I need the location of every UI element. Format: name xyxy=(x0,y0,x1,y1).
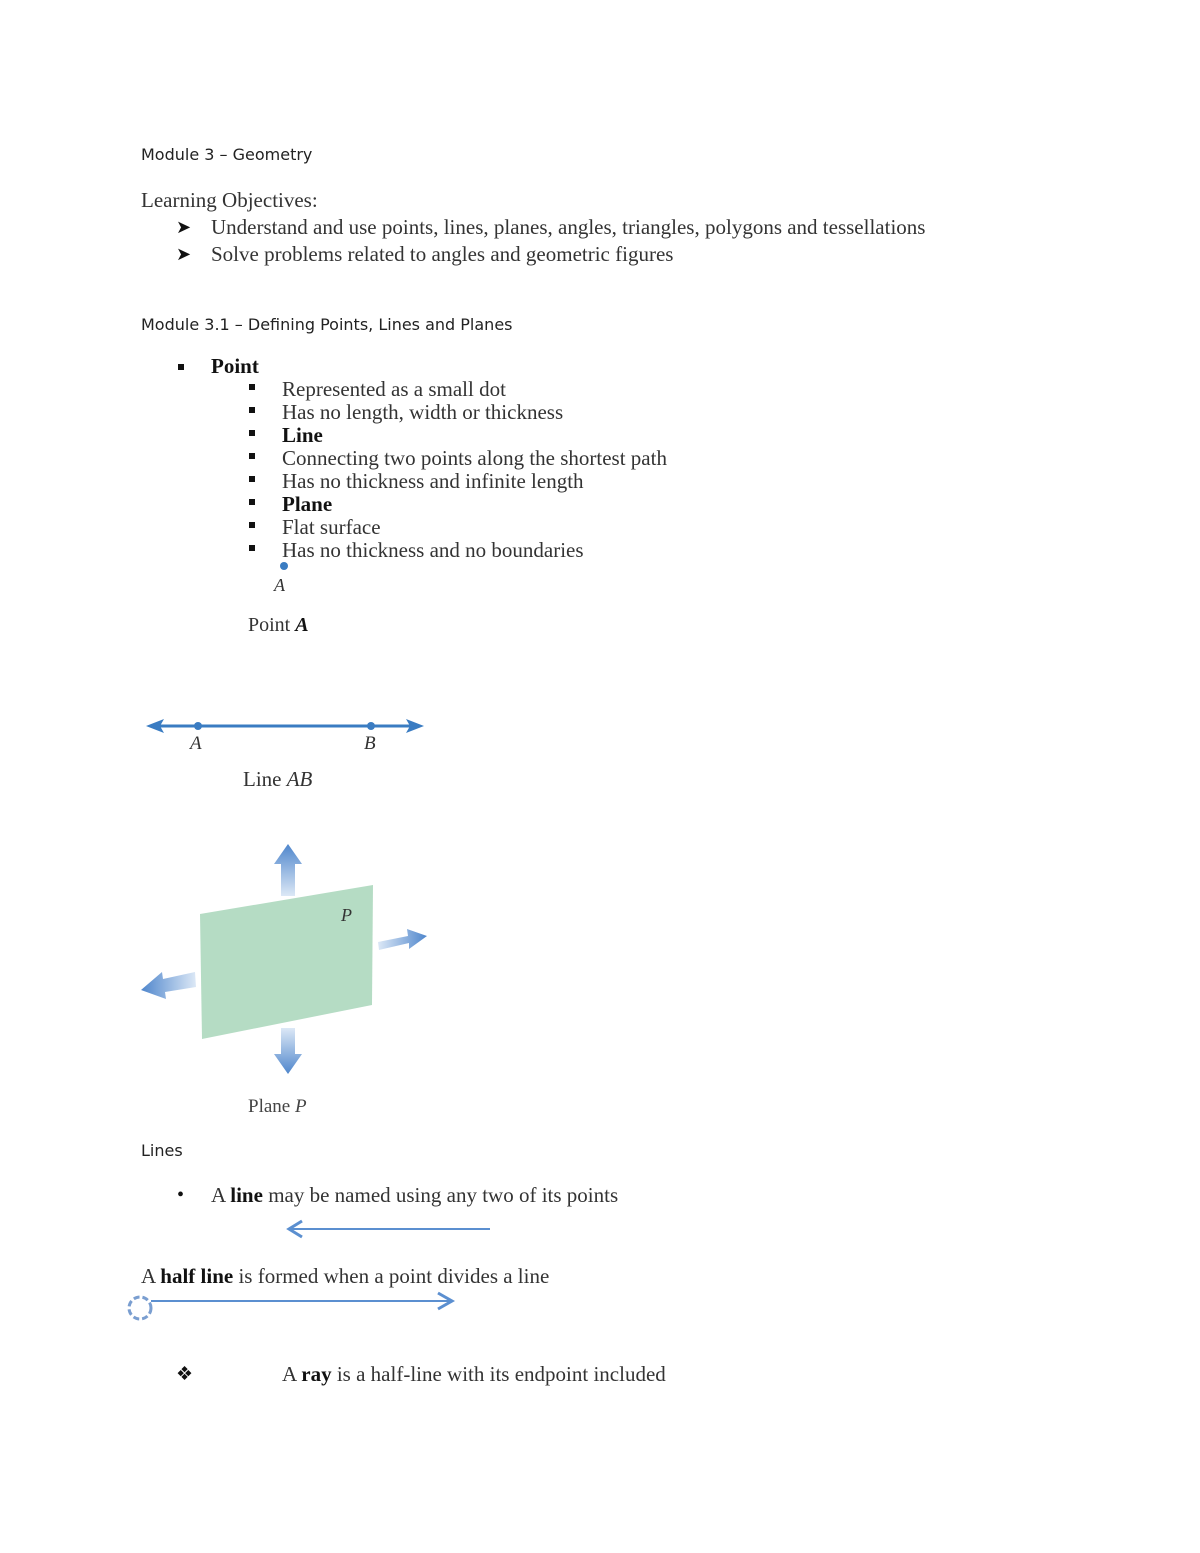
sentence-rest: is a half-line with its endpoint included xyxy=(331,1362,666,1386)
square-bullet-icon xyxy=(249,384,255,390)
caption-text: Point xyxy=(248,614,296,636)
caption-variable: AB xyxy=(286,767,313,791)
left-arrow-figure xyxy=(284,1218,494,1240)
section-heading: Module 3.1 – Defining Points, Lines and Planes xyxy=(141,315,513,334)
sentence-prefix: A xyxy=(282,1362,302,1386)
round-bullet-icon: • xyxy=(177,1184,185,1206)
term-ray-bold: ray xyxy=(301,1362,332,1386)
square-bullet-icon xyxy=(249,407,255,413)
objective-item: Understand and use points, lines, planes, angles, triangles, polygons and tessellations xyxy=(211,215,926,239)
line-label-b: B xyxy=(364,733,376,754)
arrow-down-icon xyxy=(274,1028,302,1074)
caption-variable: A xyxy=(295,614,309,636)
arrow-right-icon xyxy=(378,929,427,950)
diamond-bullet-icon: ❖ xyxy=(176,1364,194,1385)
point-label-a: A xyxy=(274,575,285,595)
square-bullet-icon xyxy=(249,430,255,436)
definition-item: Flat surface xyxy=(282,515,381,539)
line-ab-figure xyxy=(140,714,430,738)
point-figure xyxy=(270,558,300,574)
arrow-up-icon xyxy=(274,844,302,896)
term-line-bold: line xyxy=(230,1183,263,1207)
plane-figure xyxy=(138,840,433,1080)
square-bullet-icon xyxy=(249,453,255,459)
square-bullet-icon xyxy=(178,364,184,370)
objective-item: Solve problems related to angles and geometric figures xyxy=(211,242,674,266)
sentence-rest: may be named using any two of its points xyxy=(262,1183,619,1207)
term-plane: Plane xyxy=(282,492,333,516)
half-line-figure xyxy=(122,1290,462,1322)
module-heading: Module 3 – Geometry xyxy=(141,145,313,164)
line-naming-text xyxy=(211,1183,618,1208)
definition-item: Has no thickness and infinite length xyxy=(282,469,584,493)
square-bullet-icon xyxy=(249,476,255,482)
definition-item: Has no thickness and no boundaries xyxy=(282,538,584,562)
plane-label-p: P xyxy=(341,905,352,925)
sentence-prefix: A xyxy=(141,1264,161,1288)
point-a-dot xyxy=(280,562,288,570)
caption-text: Plane xyxy=(248,1096,295,1117)
line-label-a: A xyxy=(190,733,202,754)
caption-variable: P xyxy=(294,1096,307,1117)
point-a-dot xyxy=(194,722,202,730)
term-line: Line xyxy=(282,423,323,447)
open-endpoint-icon xyxy=(129,1297,151,1319)
sentence-prefix: A xyxy=(211,1183,231,1207)
term-half-line-bold: half line xyxy=(160,1264,234,1288)
arrow-left-icon xyxy=(141,972,196,999)
plane-caption xyxy=(248,1096,307,1118)
objectives-title: Learning Objectives: xyxy=(141,188,318,212)
arrow-bullet-icon: ➤ xyxy=(176,244,192,264)
square-bullet-icon xyxy=(249,545,255,551)
square-bullet-icon xyxy=(249,522,255,528)
ray-text xyxy=(282,1362,666,1387)
definition-item: Connecting two points along the shortest path xyxy=(282,446,667,470)
square-bullet-icon xyxy=(249,499,255,505)
point-caption xyxy=(248,614,309,637)
line-caption xyxy=(243,767,312,792)
lines-heading: Lines xyxy=(141,1141,183,1160)
point-b-dot xyxy=(367,722,375,730)
sentence-rest: is formed when a point divides a line xyxy=(233,1264,550,1288)
arrow-bullet-icon: ➤ xyxy=(176,217,192,237)
caption-text: Line xyxy=(243,767,287,791)
term-point: Point xyxy=(211,354,259,378)
definition-item: Represented as a small dot xyxy=(282,377,506,401)
half-line-text xyxy=(141,1264,549,1289)
definition-item: Has no length, width or thickness xyxy=(282,400,564,424)
